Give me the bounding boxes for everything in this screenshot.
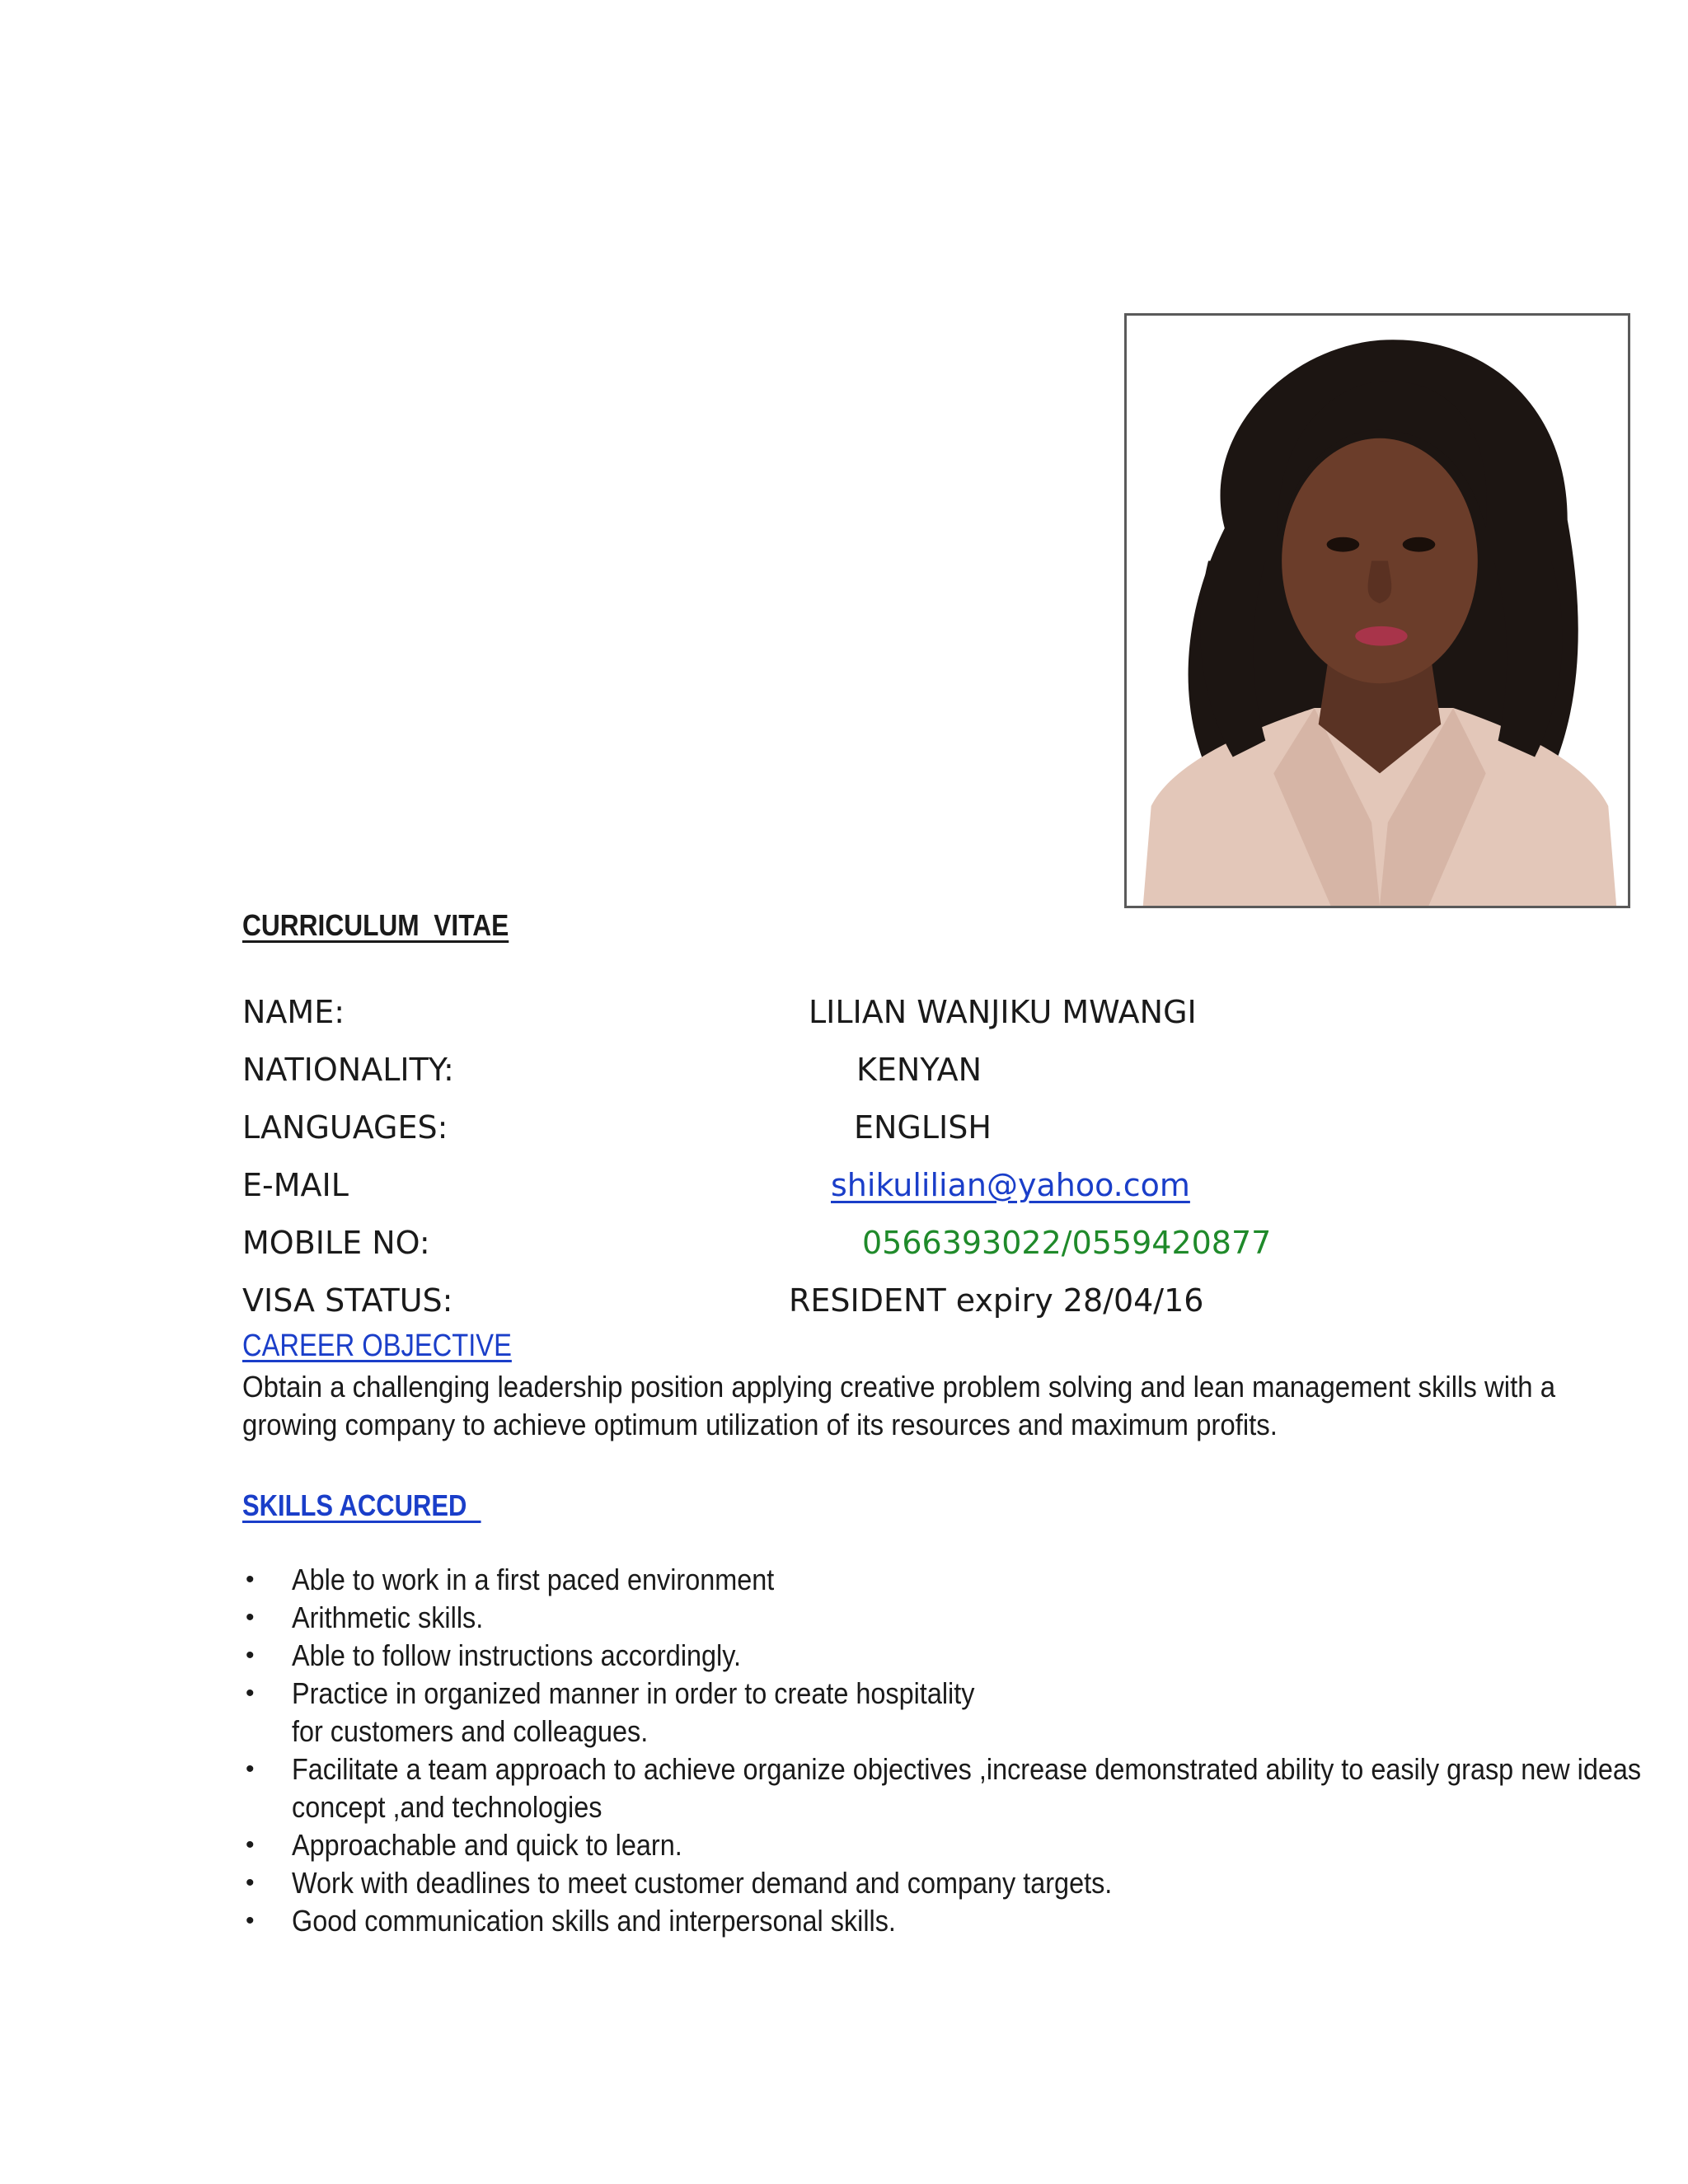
skill-text: Able to follow instructions accordingly. — [292, 1638, 742, 1672]
email-label: E-MAIL — [242, 1167, 349, 1203]
bullet-icon: • — [246, 1755, 255, 1783]
email-row — [242, 1167, 1396, 1216]
name-label: NAME: — [242, 994, 345, 1030]
skill-text: Facilitate a team approach to achieve organize objectives ,increase demonstrated ability to easily grasp new ideas concept ,and technologies — [292, 1752, 1642, 1824]
career-objective-text: Obtain a challenging leadership position applying creative problem solving and lean management skills with a growing company to achieve optimum utilization of its resources and maximum profits. — [242, 1370, 1556, 1441]
nationality-row — [242, 1052, 1396, 1101]
document-title: CURRICULUM VITAE — [242, 908, 509, 942]
list-item — [242, 1750, 1688, 1826]
visa-value: RESIDENT expiry 28/04/16 — [789, 1282, 1204, 1319]
profile-photo — [1124, 313, 1630, 908]
list-item — [242, 1637, 1688, 1675]
skill-text: Work with deadlines to meet customer demand and company targets. — [292, 1866, 1113, 1900]
name-value: LILIAN WANJIKU MWANGI — [809, 994, 1197, 1030]
mobile-value: 0566393022/0559420877 — [862, 1225, 1272, 1261]
mobile-label: MOBILE NO: — [242, 1225, 430, 1261]
bullet-icon: • — [246, 1680, 255, 1707]
skills-list — [242, 1561, 1688, 1940]
skills-heading: SKILLS ACCURED — [242, 1488, 481, 1522]
career-objective-heading: CAREER OBJECTIVE — [242, 1329, 512, 1363]
portrait-image — [1127, 316, 1628, 906]
languages-value: ENGLISH — [854, 1109, 992, 1146]
bullet-icon: • — [246, 1907, 255, 1934]
list-item — [242, 1826, 1688, 1864]
bullet-icon: • — [246, 1604, 255, 1631]
bullet-icon: • — [246, 1566, 255, 1593]
skill-text: Practice in organized manner in order to create hospitality for customers and colleagues. — [292, 1676, 975, 1748]
skill-text: Able to work in a first paced environment — [292, 1563, 775, 1596]
email-link[interactable]: shikulilian@yahoo.com — [831, 1167, 1190, 1203]
nationality-label: NATIONALITY: — [242, 1052, 454, 1088]
languages-row — [242, 1109, 1396, 1159]
bullet-icon: • — [246, 1869, 255, 1896]
nationality-value: KENYAN — [856, 1052, 982, 1088]
visa-row — [242, 1282, 1396, 1332]
mobile-row — [242, 1225, 1396, 1274]
skill-text: Arithmetic skills. — [292, 1601, 484, 1634]
name-row — [242, 994, 1396, 1043]
skill-text: Good communication skills and interpersonal skills. — [292, 1904, 896, 1938]
list-item — [242, 1675, 1688, 1750]
list-item — [242, 1599, 1688, 1637]
list-item — [242, 1902, 1688, 1940]
languages-label: LANGUAGES: — [242, 1109, 448, 1146]
list-item — [242, 1561, 1688, 1599]
bullet-icon: • — [246, 1642, 255, 1669]
skill-text: Approachable and quick to learn. — [292, 1828, 682, 1862]
visa-label: VISA STATUS: — [242, 1282, 453, 1319]
bullet-icon: • — [246, 1831, 255, 1858]
list-item — [242, 1864, 1688, 1902]
